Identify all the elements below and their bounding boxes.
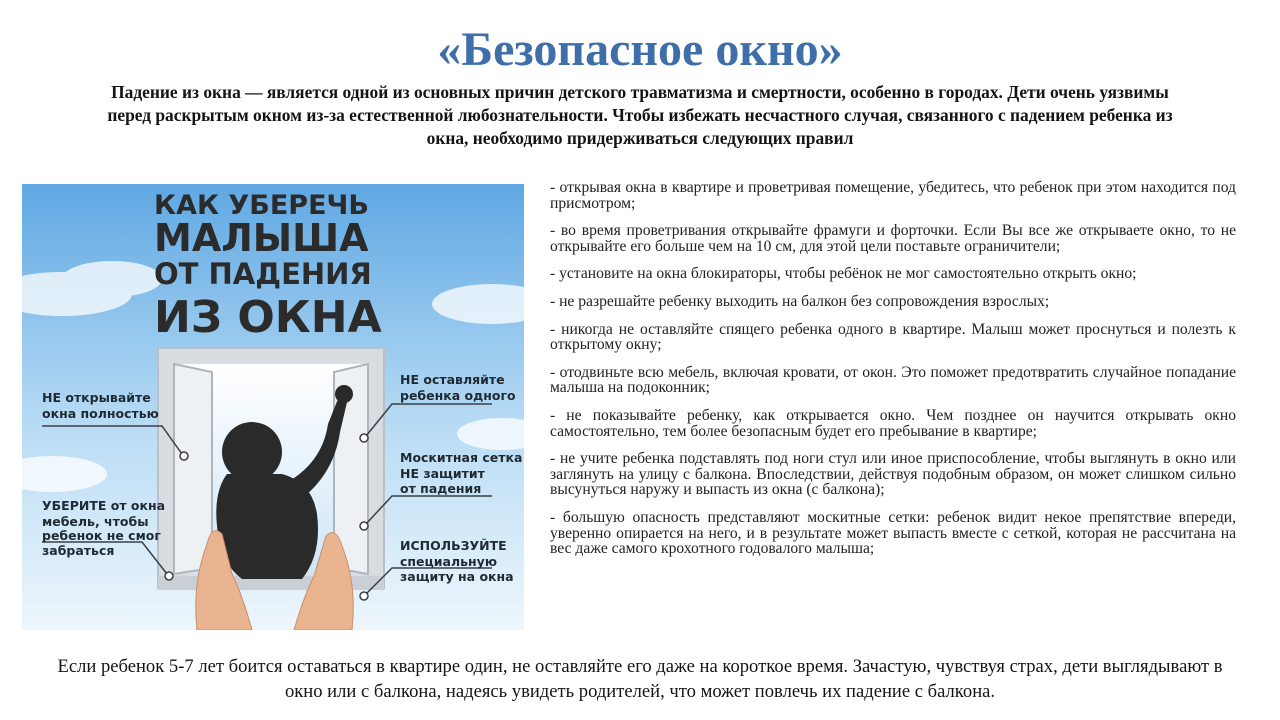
callout-left2-a: УБЕРИТЕ от окна — [42, 498, 166, 513]
rule-item: - большую опасность представляют москитные сетки: ребенок видит некое препятствие впереди, уверенно опирается на него, и в результате может выпасть вместе с сеткой, которая не рассчитана на вес даже самого крохотного годовалого малыша; — [550, 508, 1236, 558]
rule-item: - отодвиньте всю мебель, включая кровати, от окон. Это поможет предотвратить случайное попадание малыша на подоконник; — [550, 363, 1236, 397]
poster-headline-4: ИЗ ОКНА — [154, 292, 382, 343]
rule-item: - установите на окна блокираторы, чтобы ребёнок не мог самостоятельно открыть окно; — [550, 265, 1137, 283]
callout-right3-c: защиту на окна — [400, 569, 514, 584]
callout-right1-a: НЕ оставляйте — [400, 372, 505, 387]
poster-headline-2: МАЛЫША — [154, 216, 369, 260]
rule-item: - никогда не оставляйте спящего ребенка одного в квартире. Малыш может проснуться и полезть к открытому окну; — [550, 320, 1236, 354]
callout-left2-c: ребенок не смог — [42, 528, 161, 543]
rule-item: - не разрешайте ребенку выходить на балкон без сопровождения взрослых; — [550, 292, 1050, 310]
callout-left1-b: окна полностью — [42, 406, 159, 421]
callout-right1-b: ребенка одного — [400, 388, 516, 403]
rule-item: - не показывайте ребенку, как открывается окно. Чем позднее он научится открывать окно самостоятельно, тем более безопасным будет его пребывание в квартире; — [550, 406, 1236, 440]
page-title: «Безопасное окно» — [437, 23, 843, 76]
rule-item: - не учите ребенка подставлять под ноги стул или иное приспособление, чтобы выглянуть в окно или заглянуть на улицу с балкона. Впоследствии, действуя подобным образом, он может слишком сильно высунуться наружу и выпасть из окна (с балкона); — [550, 450, 1236, 499]
rule-item: - открывая окна в квартире и проветривая помещение, убедитесь, что ребенок при этом находится под присмотром; — [550, 179, 1236, 212]
callout-right3-b: специальную — [400, 554, 497, 569]
callout-left2-d: забраться — [42, 543, 115, 558]
safety-poster — [22, 184, 524, 630]
footer-note: Если ребенок 5-7 лет боится оставаться в квартире один, не оставляйте его даже на короткое время. Зачастую, чувствуя страх, дети выглядывают в окно или с балкона, надеясь увидеть родителей, что может повлечь их падение с балкона. — [57, 656, 1223, 702]
callout-right2-a: Москитная сетка — [400, 450, 523, 465]
intro-paragraph: Падение из окна — является одной из основных причин детского травматизма и смертности, особенно в городах. Дети очень уязвимы перед раскрытым окном из-за естественной любознательности. Чтобы избежать несчастного случая, связанного с падением ребенка из окна, необходимо придерживаться следующих правил — [107, 82, 1173, 148]
rule-item: - во время проветривания открывайте фрамуги и форточки. Если Вы все же открываете окно, то не открывайте его больше чем на 10 см, для этой цели поставьте ограничители; — [550, 222, 1236, 255]
poster-headline-1: КАК УБЕРЕЧЬ — [154, 190, 369, 221]
callout-left2-b: мебель, чтобы — [42, 514, 149, 529]
callout-right2-c: от падения — [400, 481, 482, 496]
poster-headline-3: ОТ ПАДЕНИЯ — [154, 257, 372, 291]
callout-right3-a: ИСПОЛЬЗУЙТЕ — [400, 538, 507, 553]
poster-illustration — [22, 184, 524, 630]
safety-rules-list — [550, 180, 1236, 569]
callout-left1-a: НЕ открывайте — [42, 390, 151, 405]
callout-right2-b: НЕ защитит — [400, 466, 485, 481]
